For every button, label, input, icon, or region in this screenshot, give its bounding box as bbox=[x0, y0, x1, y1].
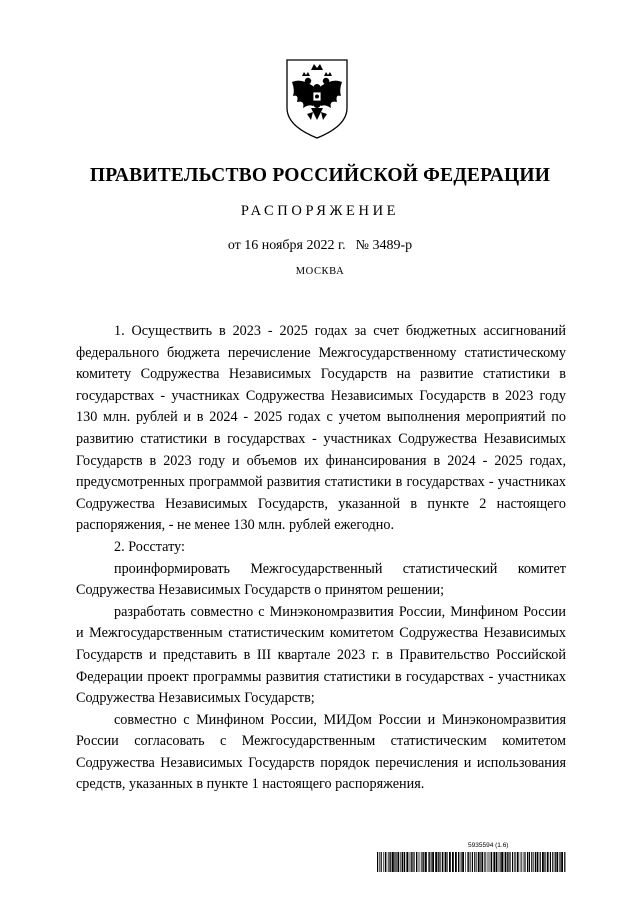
barcode-bar bbox=[421, 852, 422, 872]
barcode-bar bbox=[508, 852, 509, 872]
barcode-bar bbox=[514, 852, 515, 872]
barcode-bar bbox=[412, 852, 413, 872]
barcode-bar bbox=[392, 852, 394, 872]
barcode-bar bbox=[564, 852, 565, 872]
barcode-bar bbox=[493, 852, 495, 872]
barcode-bar bbox=[561, 852, 563, 872]
barcode-bar bbox=[544, 852, 545, 872]
barcode-bar bbox=[397, 852, 399, 872]
barcode-bar bbox=[472, 852, 473, 872]
barcode-bar bbox=[444, 852, 445, 872]
barcode-bar bbox=[467, 852, 468, 872]
document-number: № 3489-р bbox=[355, 238, 413, 253]
barcode-bar bbox=[520, 852, 521, 872]
barcode-bar bbox=[406, 852, 408, 872]
barcode-bar bbox=[447, 852, 448, 872]
barcode-bar bbox=[429, 852, 430, 872]
barcode-bar bbox=[377, 852, 378, 872]
barcode bbox=[377, 852, 567, 872]
barcode-bar bbox=[383, 852, 384, 872]
barcode-bar bbox=[524, 852, 525, 872]
barcode-bar bbox=[556, 852, 558, 872]
barcode-bar bbox=[409, 852, 410, 872]
russian-coat-of-arms-icon bbox=[283, 56, 351, 140]
barcode-bar bbox=[414, 852, 415, 872]
barcode-bar bbox=[559, 852, 560, 872]
barcode-bar bbox=[425, 852, 427, 872]
barcode-bar bbox=[499, 852, 500, 872]
body-paragraph: 2. Росстату: bbox=[114, 538, 185, 555]
barcode-bar bbox=[531, 852, 532, 872]
barcode-bar bbox=[547, 852, 549, 872]
barcode-bar bbox=[550, 852, 551, 872]
barcode-bar bbox=[491, 852, 492, 872]
barcode-bar bbox=[504, 852, 505, 872]
barcode-bar bbox=[402, 852, 404, 872]
barcode-bar bbox=[470, 852, 471, 872]
body-paragraph: разработать совместно с Минэкономразвития России, Минфином России и Межгосударственным статистическим комитетом Содружества Независимых Государств и представить в III квартале 2023 г. в Правительство Российской Федерации проект программы развития статистики в государствах - участниках Содружества Независимых Государств; bbox=[76, 603, 566, 707]
barcode-bar bbox=[529, 852, 530, 872]
barcode-bar bbox=[476, 852, 477, 872]
body-paragraph: 1. Осуществить в 2023 - 2025 годах за счет бюджетных ассигнований федерального бюджета перечисление Межгосударственному статистическому комитету Содружества Независимых Государств на развитие статистики в государствах - участниках Содружества Независимых Государств в 2023 году 130 млн. рублей и в 2024 - 2025 годах с учетом выполнения мероприятий по развитию статистики в государствах - участниках Содружества Независимых Государств в 2023 году и объемов их финансирования в 2024 - 2025 годах, предусмотренных программой развития статистики в государствах - участниках Содружества Независимых Государств, указанной в пункте 2 настоящего распоряжения, - не менее 130 млн. рублей ежегодно. bbox=[76, 323, 566, 534]
document-body bbox=[76, 321, 566, 796]
document-date: от 16 ноября 2022 г. bbox=[227, 238, 346, 253]
barcode-bar bbox=[542, 852, 544, 872]
barcode-bar bbox=[523, 852, 524, 872]
barcode-bar bbox=[512, 852, 513, 872]
body-paragraph: совместно с Минфином России, МИДом России и Минэкономразвития России согласовать с Межгосударственным статистическим комитетом Содружества Независимых Государств порядок перечисления и использования средств, указанных в пункте 1 настоящего распоряжения. bbox=[76, 711, 566, 793]
barcode-bar bbox=[387, 852, 388, 872]
barcode-bar bbox=[452, 852, 454, 872]
barcode-bar bbox=[455, 852, 457, 872]
barcode-bar bbox=[517, 852, 519, 872]
barcode-bar bbox=[505, 852, 506, 872]
barcode-bar bbox=[480, 852, 481, 872]
barcode-bar bbox=[500, 852, 501, 872]
barcode-bar bbox=[498, 852, 499, 872]
city-label: МОСКВА bbox=[295, 266, 345, 277]
barcode-bar bbox=[481, 852, 483, 872]
barcode-bar bbox=[385, 852, 386, 872]
barcode-bar bbox=[423, 852, 424, 872]
barcode-bar bbox=[418, 852, 419, 872]
barcode-bar bbox=[420, 852, 421, 872]
barcode-bar bbox=[555, 852, 556, 872]
barcode-bar bbox=[411, 852, 412, 872]
barcode-bar bbox=[416, 852, 417, 872]
barcode-bar bbox=[533, 852, 534, 872]
barcode-bar bbox=[521, 852, 522, 872]
barcode-bar bbox=[431, 852, 432, 872]
barcode-bar bbox=[552, 852, 553, 872]
barcode-bar bbox=[439, 852, 440, 872]
barcode-bar bbox=[428, 852, 429, 872]
barcode-bar bbox=[525, 852, 526, 872]
barcode-bar bbox=[390, 852, 391, 872]
barcode-bar bbox=[462, 852, 464, 872]
barcode-bar bbox=[496, 852, 497, 872]
barcode-bar bbox=[461, 852, 462, 872]
barcode-bar bbox=[442, 852, 443, 872]
barcode-bar bbox=[468, 852, 469, 872]
barcode-bar bbox=[379, 852, 380, 872]
barcode-bar bbox=[490, 852, 491, 872]
barcode-bar bbox=[484, 852, 485, 872]
barcode-bar bbox=[394, 852, 395, 872]
barcode-bar bbox=[537, 852, 539, 872]
barcode-bar bbox=[540, 852, 541, 872]
barcode-bar bbox=[381, 852, 382, 872]
barcode-bar bbox=[445, 852, 447, 872]
barcode-bar bbox=[388, 852, 389, 872]
barcode-bar bbox=[535, 852, 536, 872]
barcode-bar bbox=[507, 852, 508, 872]
barcode-bar bbox=[487, 852, 488, 872]
barcode-bar bbox=[510, 852, 511, 872]
document-type: РАСПОРЯЖЕНИЕ bbox=[240, 203, 400, 219]
government-title: ПРАВИТЕЛЬСТВО РОССИЙСКОЙ ФЕДЕРАЦИИ bbox=[89, 165, 551, 186]
barcode-bar bbox=[438, 852, 439, 872]
barcode-bar bbox=[458, 852, 459, 872]
barcode-bar bbox=[404, 852, 405, 872]
barcode-bar bbox=[527, 852, 528, 872]
barcode-bar bbox=[400, 852, 401, 872]
barcode-bar bbox=[474, 852, 475, 872]
barcode-bar bbox=[435, 852, 437, 872]
barcode-number: 5935594 (1.6) bbox=[468, 842, 509, 849]
date-number-line bbox=[0, 238, 640, 254]
barcode-bar bbox=[501, 852, 503, 872]
barcode-bar bbox=[465, 852, 466, 872]
body-paragraph: проинформировать Межгосударственный статистический комитет Содружества Независимых Государств о принятом решении; bbox=[76, 560, 566, 599]
barcode-bar bbox=[460, 852, 461, 872]
barcode-bar bbox=[449, 852, 451, 872]
barcode-bar bbox=[478, 852, 480, 872]
barcode-bar bbox=[489, 852, 490, 872]
barcode-bar bbox=[432, 852, 434, 872]
barcode-bar bbox=[396, 852, 397, 872]
